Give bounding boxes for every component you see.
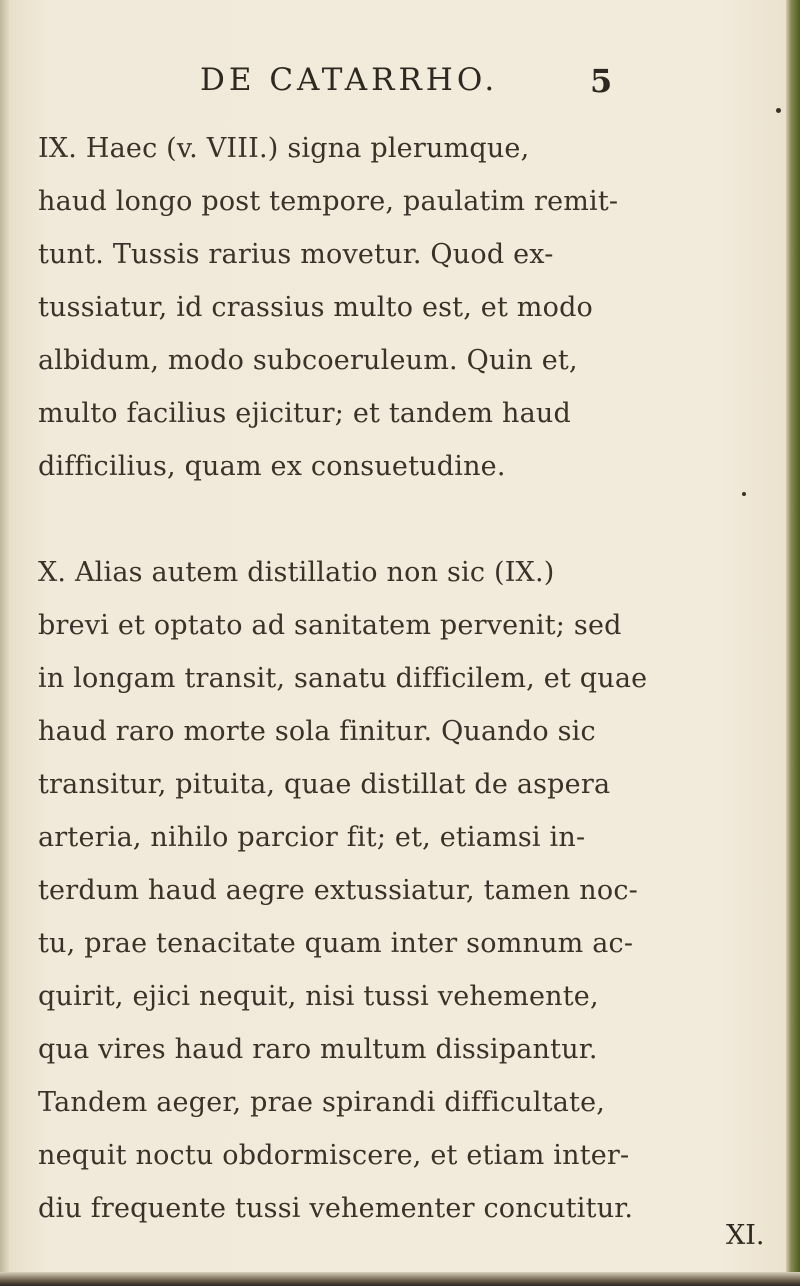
text-line: quirit, ejici nequit, nisi tussi vehemente, [38,981,599,1012]
text-line: transitur, pituita, quae distillat de aspera [38,769,611,800]
text-line: brevi et optato ad sanitatem pervenit; sed [38,610,622,641]
page-number: 5 [590,62,613,100]
text-line: tunt. Tussis rarius movetur. Quod ex- [38,239,554,270]
body-text [38,122,768,1235]
text-line: tussiatur, id crassius multo est, et modo [38,292,594,323]
text-line: diu frequente tussi vehementer concutitur. [38,1193,634,1224]
text-line: multo facilius ejicitur; et tandem haud [38,398,571,429]
text-line: difficilius, quam ex consuetudine. [38,451,506,482]
page-gutter-shadow [0,0,10,1286]
book-binding-edge [786,0,800,1286]
text-line: IX. Haec (v. VIII.) signa plerumque, [38,133,530,164]
paragraph-gap [38,493,768,546]
catchword: XI. [726,1220,765,1251]
text-line: albidum, modo subcoeruleum. Quin et, [38,345,578,376]
text-line: arteria, nihilo parcior fit; et, etiamsi in- [38,822,586,853]
text-line: terdum haud aegre extussiatur, tamen noc- [38,875,638,906]
page-bottom-edge [0,1272,800,1286]
text-line: nequit noctu obdormiscere, et etiam inter- [38,1140,630,1171]
text-line: haud raro morte sola finitur. Quando sic [38,716,596,747]
running-head: DE CATARRHO. [200,62,499,98]
text-line: Tandem aeger, prae spirandi difficultate, [38,1087,606,1118]
text-line: in longam transit, sanatu difficilem, et quae [38,663,648,694]
text-line: tu, prae tenacitate quam inter somnum ac- [38,928,634,959]
text-line: haud longo post tempore, paulatim remit- [38,186,619,217]
text-line: X. Alias autem distillatio non sic (IX.) [38,557,555,588]
ink-speck [776,108,781,113]
text-line: qua vires haud raro multum dissipantur. [38,1034,598,1065]
ink-speck [742,492,746,496]
